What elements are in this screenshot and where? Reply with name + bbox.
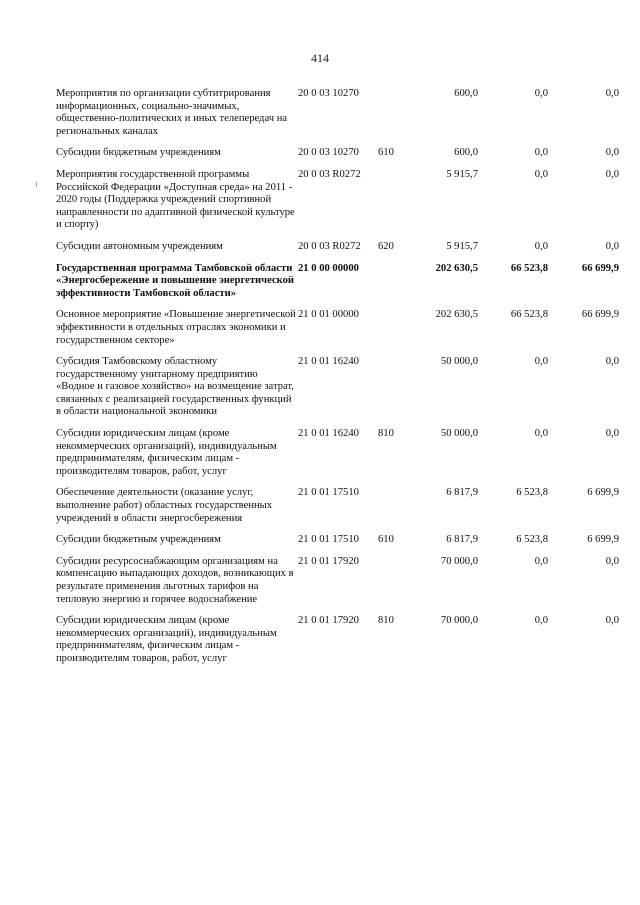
row-name: Мероприятия государственной программы Российской Федерации «Доступная среда» на 2011 - 2020 годы (Поддержка учреждений спортивной направленности по адаптивной физической культуре и спорту) — [56, 168, 295, 231]
budget-table — [56, 88, 626, 675]
row-amount-year3: 0,0 — [605, 240, 619, 252]
row-amount-year1: 5 915,7 — [446, 240, 478, 252]
row-amount-year3: 6 699,9 — [587, 487, 619, 499]
row-amount-year2: 66 523,8 — [510, 309, 548, 321]
row-amount-year1: 50 000,0 — [440, 428, 478, 440]
row-amount-year1: 6 817,9 — [446, 487, 478, 499]
row-name: Субсидии автономным учреждениям — [56, 240, 223, 252]
row-amount-year2: 6 523,8 — [516, 534, 548, 546]
scan-artifact-mark — [36, 182, 37, 187]
row-code: 21 0 01 17510 — [298, 534, 359, 546]
row-amount-year2: 0,0 — [534, 168, 548, 180]
row-expense-type: 810 — [378, 428, 394, 440]
table-row — [56, 88, 626, 138]
row-amount-year2: 0,0 — [534, 615, 548, 627]
row-code: 21 0 01 16240 — [298, 356, 359, 368]
table-row — [56, 534, 626, 547]
row-amount-year3: 0,0 — [605, 147, 619, 159]
table-row — [56, 428, 626, 478]
row-name: Субсидии юридическим лицам (кроме некоммерческих организаций), индивидуальным предпринимателям, физическим лицам - производителям товаров, работ, услуг — [56, 428, 277, 477]
row-amount-year2: 0,0 — [534, 88, 548, 99]
row-code: 20 0 03 10270 — [298, 88, 359, 99]
row-name: Обеспечение деятельности (оказание услуг, выполнение работ) областных государственных учреждений в области энергосбережения — [56, 487, 273, 524]
row-amount-year3: 0,0 — [605, 615, 619, 627]
row-amount-year2: 0,0 — [534, 555, 548, 567]
row-amount-year3: 0,0 — [605, 168, 619, 180]
table-row — [56, 615, 626, 665]
row-code: 21 0 00 00000 — [298, 262, 359, 274]
row-name: Государственная программа Тамбовской области «Энергосбережение и повышение энергетической эффективности Тамбовской области» — [56, 262, 295, 299]
row-name: Субсидия Тамбовскому областному государственному унитарному предприятию «Водное и газовое хозяйство» на возмещение затрат, связанных с реализацией государственных функций в области национальной экономики — [56, 356, 294, 418]
row-amount-year1: 202 630,5 — [435, 262, 478, 274]
row-amount-year1: 6 817,9 — [446, 534, 478, 546]
row-amount-year1: 600,0 — [454, 147, 478, 159]
row-expense-type: 610 — [378, 147, 394, 159]
row-name: Основное мероприятие «Повышение энергетической эффективности в отдельных отраслях экономики и государственном секторе» — [56, 309, 296, 346]
row-expense-type: 810 — [378, 615, 394, 627]
row-amount-year2: 6 523,8 — [516, 487, 548, 499]
row-amount-year3: 66 699,9 — [581, 309, 619, 321]
row-amount-year1: 70 000,0 — [440, 555, 478, 567]
row-amount-year3: 0,0 — [605, 356, 619, 368]
table-row — [56, 356, 626, 419]
row-expense-type: 620 — [378, 240, 394, 252]
row-amount-year1: 70 000,0 — [440, 615, 478, 627]
row-amount-year2: 0,0 — [534, 428, 548, 440]
row-amount-year2: 0,0 — [534, 356, 548, 368]
table-row — [56, 309, 626, 347]
row-code: 21 0 01 16240 — [298, 428, 359, 440]
row-name: Субсидии бюджетным учреждениям — [56, 147, 221, 159]
row-code: 20 0 03 R0272 — [298, 240, 361, 252]
row-amount-year1: 202 630,5 — [435, 309, 478, 321]
row-amount-year1: 50 000,0 — [440, 356, 478, 368]
row-amount-year2: 0,0 — [534, 240, 548, 252]
table-row — [56, 487, 626, 525]
row-amount-year3: 0,0 — [605, 88, 619, 99]
row-code: 20 0 03 R0272 — [298, 168, 361, 180]
row-amount-year3: 6 699,9 — [587, 534, 619, 546]
row-amount-year2: 66 523,8 — [510, 262, 548, 274]
table-row — [56, 556, 626, 606]
row-code: 21 0 01 00000 — [298, 309, 359, 321]
table-row — [56, 147, 626, 160]
row-amount-year3: 0,0 — [605, 555, 619, 567]
row-name: Субсидии юридическим лицам (кроме некоммерческих организаций), индивидуальным предпринимателям, физическим лицам - производителям товаров, работ, услуг — [56, 615, 277, 664]
row-amount-year1: 600,0 — [454, 88, 478, 99]
row-amount-year3: 66 699,9 — [581, 262, 619, 274]
row-amount-year3: 0,0 — [605, 428, 619, 440]
row-code: 21 0 01 17920 — [298, 615, 359, 627]
row-amount-year1: 5 915,7 — [446, 168, 478, 180]
page-number: 414 — [311, 51, 329, 65]
row-code: 20 0 03 10270 — [298, 147, 359, 159]
row-expense-type: 610 — [378, 534, 394, 546]
row-code: 21 0 01 17920 — [298, 555, 359, 567]
table-row — [56, 169, 626, 232]
row-name: Субсидии ресурсоснабжающим организациям на компенсацию выпадающих доходов, возникающих в результате применения льготных тарифов на тепловую энергию и горячее водоснабжение — [56, 555, 294, 605]
row-name: Субсидии бюджетным учреждениям — [56, 534, 221, 546]
row-code: 21 0 01 17510 — [298, 487, 359, 499]
table-row — [56, 241, 626, 254]
table-row-program — [56, 263, 626, 301]
row-name: Мероприятия по организации субтитрирования информационных, социально-значимых, общественно-политических и иных телепередач на региональных каналах — [56, 88, 288, 137]
row-amount-year2: 0,0 — [534, 147, 548, 159]
